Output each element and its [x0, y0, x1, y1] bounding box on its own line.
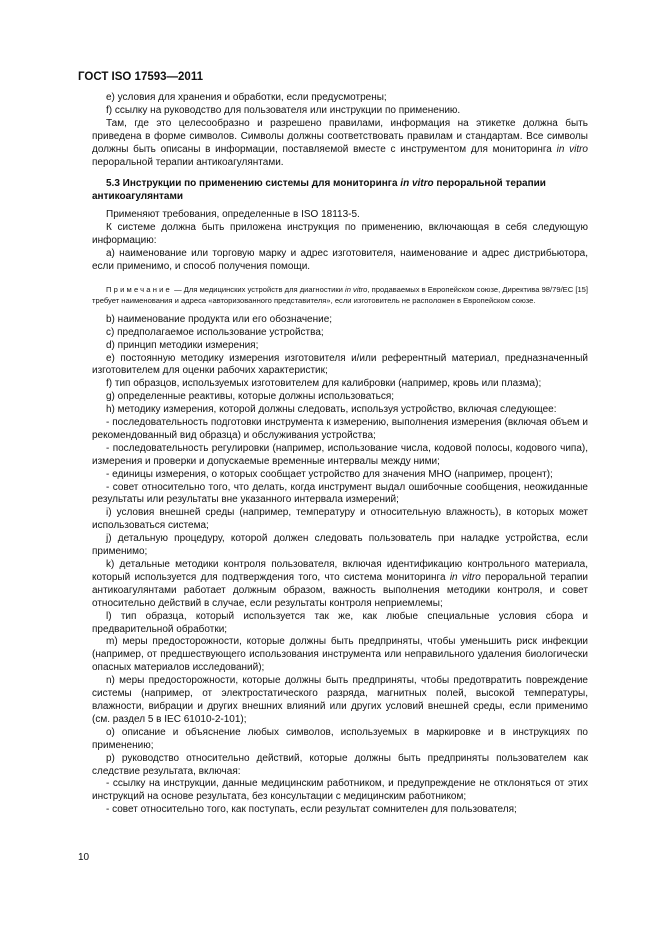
list-item: g) определенные реактивы, которые должны использоваться; — [106, 391, 395, 403]
list-item: о) описание и объяснение любых символов, используемых в маркировке и в инструкциях по применению; — [92, 726, 588, 751]
list-item: d) принцип методики измерения; — [106, 339, 259, 351]
list-item: c) предполагаемое использование устройства; — [106, 326, 324, 338]
list-item: - последовательность регулировки (например, использование числа, кодовой полосы, кодового чипа), измерения и проверки и допускаемые временные интервалы между ними; — [92, 442, 588, 467]
list-item: - совет относительно того, как поступать, если результат сомнителен для пользователя; — [106, 804, 517, 816]
paragraph: Применяют требования, определенные в ISO 18113-5. — [106, 209, 360, 221]
list-item: b) наименование продукта или его обозначение; — [106, 313, 333, 325]
page-number: 10 — [78, 852, 90, 863]
list-item: j) детальную процедуру, которой должен следовать пользователь при наладке устройства, если применимо; — [92, 533, 588, 558]
list-item: f) ссылку на руководство для пользователя или инструкции по применению. — [106, 104, 461, 116]
section-number: 5.3 — [106, 178, 120, 190]
paragraph: К системе должна быть приложена инструкция по применению, включающая в себя следующую информацию: — [92, 222, 588, 247]
page-body — [92, 92, 588, 817]
list-item: l) тип образца, который используется так же, как любые специальные условия сбора и предварительной обработки; — [92, 610, 588, 635]
list-item: - совет относительно того, что делать, когда инструмент выдал ошибочные сообщения, неожиданные результаты или результаты вне указанного интервала измерений; — [92, 481, 588, 506]
section-heading: 5.3 Инструкции по применению системы для мониторинга in vitro пероральной терапии антикоагулянтами — [92, 178, 546, 203]
list-item: i) условия внешней среды (например, температуру и относительную влажность), в которых может использоваться система; — [92, 507, 588, 532]
note-paragraph: Примечание — Для медицинских устройств для диагностики in vitro, продаваемых в Европейском союзе, Директива 98/79/ЕС [15] требует наименования и адреса «авторизованного представителя», если изготовитель не расположен в Европейском союзе. — [92, 284, 589, 305]
list-item: - единицы измерения, о которых сообщает устройство для значения МНО (например, процент); — [106, 468, 553, 480]
note-label: Примечание — [106, 284, 172, 294]
list-item: а) наименование или торговую марку и адрес изготовителя, наименование и адрес дистрибьютора, если применимо, и способ получения помощи. — [92, 247, 588, 272]
list-item: р) руководство относительно действий, которые должны быть предприняты пользователем как следствие результата, включая: — [92, 752, 588, 777]
list-item: - ссылку на инструкции, данные медицинским работником, и предупреждение не отклоняться от этих инструкций на основе результата, без консультации с медицинским работником; — [92, 778, 588, 803]
list-item: k) детальные методики контроля пользователя, включая идентификацию контрольного материала, который используется для подтверждения того, что система мониторинга in vitro пероральной терапии антикоагулянтами работает должным образом, важность выполнения методики контроля, и совет относительно действий в случае, если результаты контроля неприемлемы; — [92, 559, 589, 609]
list-item: - последовательность подготовки инструмента к измерению, выполнения измерения (включая объем и рекомендованный вид образца) и обслуживания устройства; — [92, 417, 588, 441]
symbols-paragraph: Там, где это целесообразно и разрешено правилами, информация на этикетке должна быть приведена в форме символов. Символы должны соответствовать правилам и стандартам. Все символы должны быть описаны в информации, поставляемой вместе с инструментом для мониторинга in vitro пероральной терапии антикоагулянтами. — [92, 117, 588, 168]
document-header: ГОСТ ISO 17593—2011 — [78, 71, 203, 83]
list-item: f) тип образцов, используемых изготовителем для калибровки (например, кровь или плазма); — [106, 378, 542, 390]
list-item: е) условия для хранения и обработки, если предусмотрены; — [106, 92, 387, 103]
list-item: n) меры предосторожности, которые должны быть предприняты, чтобы предотвратить повреждение системы (например, от электростатического разряда, магнитных полей, высокой температуры, влажности, вибрации и других внешних влияний или других условий внешней среды, если применимо (см. раздел 5 в IEC 61010-2-101); — [92, 675, 588, 725]
list-item: е) постоянную методику измерения изготовителя и/или референтный материал, предназначенный изготовителем для оценки рабочих характеристик; — [92, 352, 588, 377]
list-item: m) меры предосторожности, которые должны быть предприняты, чтобы уменьшить риск инфекции (например, от предшествующего использования инструмента или неправильного удаления биологически опасных материалов исследований); — [92, 636, 588, 674]
list-item: h) методику измерения, которой должны следовать, используя устройство, включая следующее: — [106, 404, 557, 416]
